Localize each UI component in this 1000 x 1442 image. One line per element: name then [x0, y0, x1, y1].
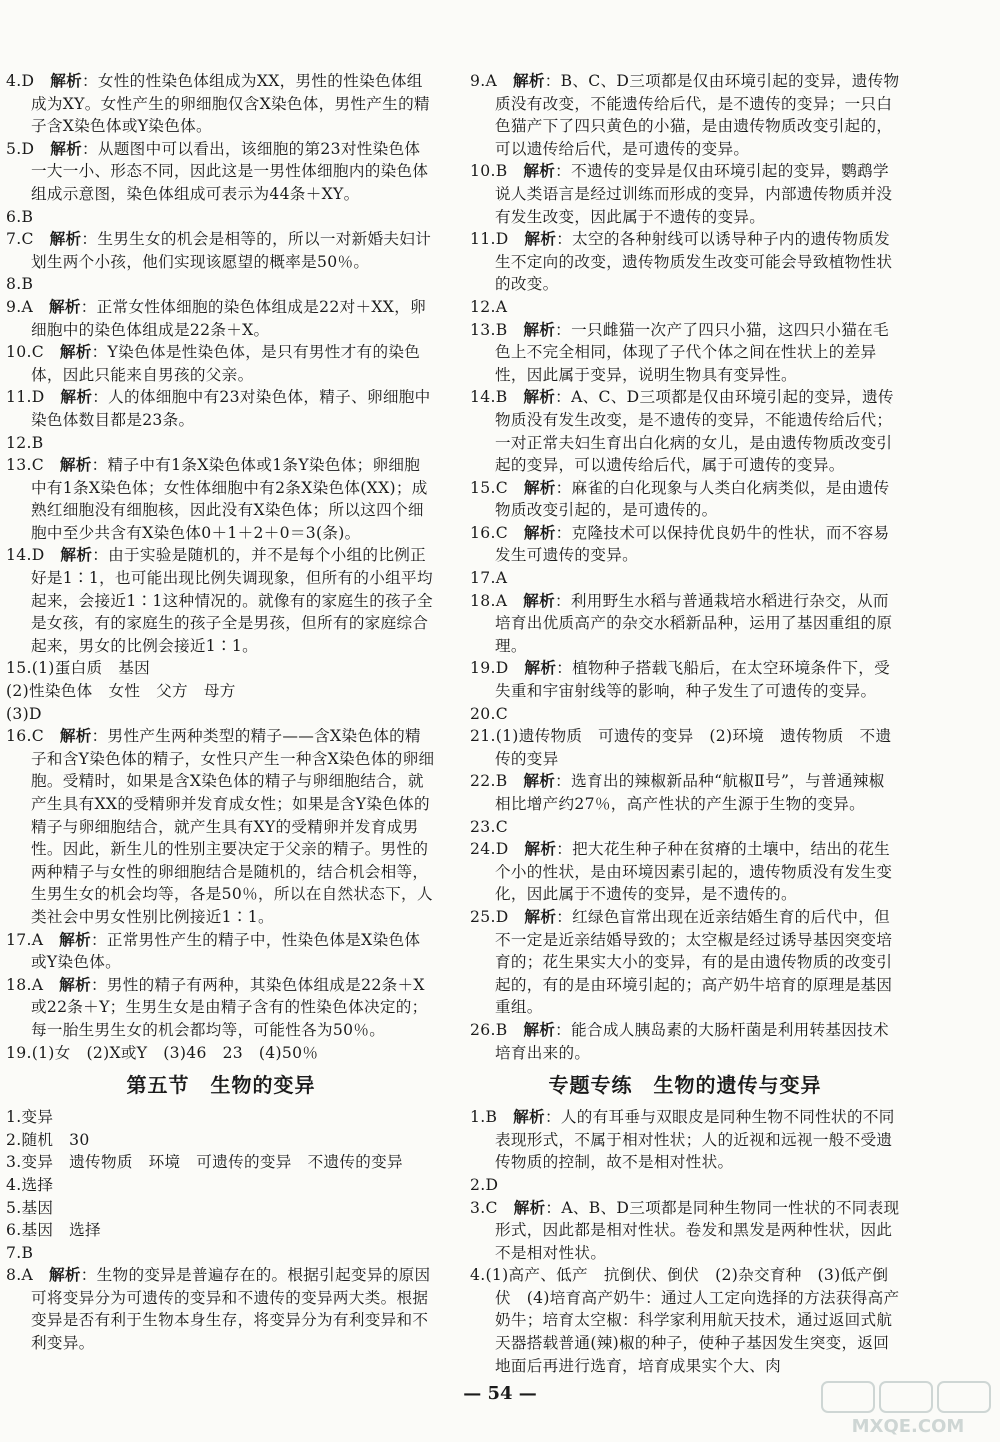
analysis-text: 麻雀的白化现象与人类白化病类似，是由遗传物质改变引起的，是可遗传的。 — [494, 478, 890, 520]
answer-key: 9.A — [470, 72, 498, 90]
answer-key: 16.C — [470, 523, 508, 542]
answer-key: 15.(1)蛋白质 基因 — [6, 659, 151, 678]
answer-entry-r25: 25.D 解析：红绿色盲常出现在近亲结婚生育的后代中，但不一定是近亲结婚导致的；太空椒是经过诱导基因突变培育的；花生果实大小的变异，有的是由遗传物质的改变引起的，有的是由环境引起的；高产奶牛培育的原理是基因重组。 — [470, 907, 893, 1017]
analysis-text: 从题图中可以看出，该细胞的第23对性染色体一大一小、形态不同，因此这是一男性体细胞内的染色体组成示意图，染色体组成可表示为44条＋XY。 — [30, 139, 429, 203]
analysis-label: 解析 — [48, 297, 81, 316]
answer-entry-r19: 19.D 解析：植物种子搭载飞船后，在太空环境条件下，受失重和宇宙射线等的影响，种子发生了可遗传的变异。 — [470, 659, 891, 701]
answer-entry-12 — [6, 432, 436, 455]
answer-key: (3)D — [6, 704, 42, 723]
analysis-text: B、C、D三项都是仅由环境引起的变异，遗传物质没有改变，不能遗传给后代，是不遗传的变异；一只白色猫产下了四只黄色的小猫，是由遗传物质改变引起的，可以遗传给后代，是可遗传的变异。 — [494, 72, 900, 158]
answer-entry-s2 — [6, 1129, 436, 1152]
analysis-text: 太空的各种射线可以诱导种子内的遗传物质发生不定向的改变，遗传物质发生改变可能会导致植物性状的改变。 — [494, 230, 893, 294]
answer-entry-r22: 22.B 解析：选育出的辣椒新品种“航椒Ⅱ号”，与普通辣椒相比增产约27％，高产性状的产生源于生物的变异。 — [470, 772, 885, 813]
answer-entry-8 — [6, 273, 436, 296]
analysis-text: 男性的精子有两种，其染色体组成是22条＋X或22条＋Y；生男生女是由精子含有的性染色体决定的；每一胎生男生女的机会都均等，可能性各为50％。 — [30, 975, 428, 1039]
analysis-text: 女性的性染色体组成为XX，男性的性染色体组成为XY。女性产生的卵细胞仅含X染色体，男性产生的精子含X染色体或Y染色体。 — [30, 72, 430, 136]
answer-entry-r12 — [470, 296, 900, 319]
answer-entry-r16: 16.C 解析：克隆技术可以保持优良奶牛的性状，而不容易发生可遗传的变异。 — [470, 523, 890, 565]
answer-key: 20.C — [470, 704, 508, 723]
analysis-text: 植物种子搭载飞船后，在太空环境条件下，受失重和宇宙射线等的影响，种子发生了可遗传的变异。 — [494, 659, 891, 701]
answer-entry-r17 — [470, 567, 900, 590]
analysis-text: 生男生女的机会是相等的，所以一对新婚夫妇计划生两个小孩，他们实现该愿望的概率是50％。 — [30, 230, 432, 271]
answer-entry-s1 — [6, 1106, 436, 1129]
answer-key: 19.D — [470, 659, 509, 678]
answer-entry-7: 7.C 解析：生男生女的机会是相等的，所以一对新婚夫妇计划生两个小孩，他们实现该愿望的概率是50％。 — [6, 230, 432, 271]
analysis-text: 一只雌猫一次产了四只小猫，这四只小猫在毛色上不完全相同，体现了子代个体之间在性状上的差异性，因此属于变异，说明生物具有变异性。 — [494, 320, 889, 384]
answer-entry-r13: 13.B 解析：一只雌猫一次产了四只小猫，这四只小猫在毛色上不完全相同，体现了子代个体之间在性状上的差异性，因此属于变异，说明生物具有变异性。 — [470, 320, 889, 384]
analysis-label: 解析 — [524, 907, 557, 926]
analysis-label: 解析 — [523, 523, 556, 542]
left-answers-block-1 — [6, 70, 436, 1064]
answer-key: 14.B — [470, 388, 508, 407]
answer-entry-r21 — [470, 725, 900, 770]
answer-key: 11.D — [6, 388, 45, 407]
answer-key: 12.A — [470, 297, 508, 316]
answer-entry-r24: 24.D 解析：把大花生种子种在贫瘠的土壤中，结出的花生个小的性状，是由环境因素引起的，遗传物质没有发生变化，因此属于不遗传的变异，是不遗传的。 — [470, 840, 893, 904]
answer-entry-s6 — [6, 1219, 436, 1242]
answer-key: 1.变异 — [6, 1108, 54, 1127]
answer-entry-r11: 11.D 解析：太空的各种射线可以诱导种子内的遗传物质发生不定向的改变，遗传物质发生改变可能会导致植物性状的改变。 — [470, 230, 893, 294]
analysis-text: 人的有耳垂与双眼皮是同种生物不同性状的不同表现形式，不属于相对性状；人的近视和远视一般不受遗传物质的控制，故不是相对性状。 — [494, 1108, 895, 1172]
analysis-text: 选育出的辣椒新品种“航椒Ⅱ号”，与普通辣椒相比增产约27％，高产性状的产生源于生物的变异。 — [494, 772, 885, 813]
answer-entry-r23 — [470, 816, 900, 839]
analysis-text: Y染色体是性染色体，是只有男性才有的染色体，因此只能来自男孩的父亲。 — [30, 343, 421, 384]
analysis-label: 解析 — [513, 1108, 545, 1127]
answer-key: 2.D — [470, 1175, 499, 1194]
analysis-label: 解析 — [512, 72, 545, 90]
answer-key: 10.C — [6, 343, 44, 362]
answer-entry-17: 17.A 解析：正常男性产生的精子中，性染色体是X染色体或Y染色体。 — [6, 930, 421, 972]
analysis-label: 解析 — [523, 1020, 556, 1039]
answer-entry-s8: 8.A 解析：生物的变异是普遍存在的。根据引起变异的原因可将变异分为可遗传的变异和不遗传的变异两大类。根据变异是否有利于生物本身生存，将变异分为有利变异和不利变异。 — [6, 1266, 431, 1353]
analysis-text: 红绿色盲常出现在近亲结婚生育的后代中，但不一定是近亲结婚导致的；太空椒是经过诱导基因突变培育的；花生果实大小的变异，有的是由遗传物质的改变引起的，有的是由环境引起的；高产奶牛培育的原理是基因重组。 — [494, 907, 893, 1017]
answer-key: 16.C — [6, 727, 44, 746]
answer-key: 13.B — [470, 320, 508, 339]
analysis-label: 解析 — [60, 546, 93, 565]
answer-key: 12.B — [6, 433, 44, 452]
answer-entry-z1: 1.B 解析：人的有耳垂与双眼皮是同种生物不同性状的不同表现形式，不属于相对性状；人的近视和远视一般不受遗传物质的控制，故不是相对性状。 — [470, 1108, 895, 1172]
answer-key: 15.C — [470, 478, 508, 497]
analysis-text: 利用野生水稻与普通栽培水稻进行杂交，从而培育出优质高产的杂交水稻新品种，运用了基因重组的原理。 — [494, 591, 893, 655]
analysis-text: 人的体细胞中有23对染色体，精子、卵细胞中染色体数目都是23条。 — [30, 388, 431, 429]
answer-key: 4.D — [6, 72, 35, 90]
watermark-logo — [820, 1380, 995, 1438]
svg-text:MXQE.COM: MXQE.COM — [851, 1416, 965, 1437]
analysis-text: A、C、D三项都是仅由环境引起的变异，遗传物质没有发生改变，是不遗传的变异，不能遗传给后代；一对正常夫妇生育出白化病的女儿，是由遗传物质改变引起的变异，可以遗传给后代，属于可遗传的变异。 — [494, 388, 894, 475]
answer-key: 7.C — [6, 230, 34, 249]
analysis-label: 解析 — [523, 388, 556, 407]
answer-key: 4.选择 — [6, 1175, 54, 1194]
answer-entry-r18: 18.A 解析：利用野生水稻与普通栽培水稻进行杂交，从而培育出优质高产的杂交水稻新品种，运用了基因重组的原理。 — [470, 591, 893, 655]
answer-key: 1.B — [470, 1108, 498, 1127]
analysis-text: 正常女性体细胞的染色体组成是22对＋XX，卵细胞中的染色体组成是22条＋X。 — [30, 297, 426, 339]
answer-key: 3.C — [470, 1198, 498, 1217]
answer-key: 18.A — [470, 591, 508, 610]
answer-key: 8.B — [6, 275, 34, 294]
analysis-label: 解析 — [524, 230, 557, 249]
answer-entry-15c — [6, 703, 436, 726]
answer-key: 24.D — [470, 840, 509, 859]
answer-entry-14: 14.D 解析：由于实验是随机的，并不是每个小组的比例正好是1∶1，也可能出现比例失调现象，但所有的小组平均起来，会接近1∶1这种情况的。就像有的家庭生的孩子全是女孩，有的家庭生的孩子全是男孩，但所有的家庭综合起来，男女的比例会接近1∶1。 — [6, 546, 433, 655]
analysis-label: 解析 — [60, 388, 93, 407]
answer-key: 26.B — [470, 1020, 508, 1039]
analysis-label: 解析 — [523, 162, 556, 181]
answer-key: 17.A — [470, 569, 508, 588]
analysis-text: 精子中有1条X染色体或1条Y染色体；卵细胞中有1条X染色体；女性体细胞中有2条X染色体(XX)；成熟红细胞没有细胞核，因此没有X染色体；所以这四个细胞中至少共含有X染色体0＋1＋2＋0＝3(条)。 — [30, 456, 428, 542]
answer-entry-r10: 10.B 解析：不遗传的变异是仅由环境引起的变异，鹦鹉学说人类语言是经过训练而形成的变异，内部遗传物质并没有发生改变，因此属于不遗传的变异。 — [470, 162, 893, 226]
answer-entry-s4 — [6, 1174, 436, 1197]
analysis-label: 解析 — [524, 840, 557, 859]
answer-entry-9: 9.A 解析：正常女性体细胞的染色体组成是22对＋XX，卵细胞中的染色体组成是22条＋X。 — [6, 297, 426, 339]
right-answers-block-1 — [470, 70, 900, 1064]
answer-entry-5: 5.D 解析：从题图中可以看出，该细胞的第23对性染色体一大一小、形态不同，因此这是一男性体细胞内的染色体组成示意图，染色体组成可表示为44条＋XY。 — [6, 139, 429, 203]
analysis-label: 解析 — [59, 930, 91, 949]
answer-key: 4.(1)高产、低产 抗倒伏、倒伏 (2)杂交育种 (3)低产倒伏 (4)培育高产奶牛：通过人工定向选择的方法获得高产奶牛；培育太空椒：科学家利用航天技术，通过返回式航天器搭载普通(辣)椒的种子，使种子基因发生突变，返回地面后再进行选育，培育成果实个大、肉 — [470, 1266, 900, 1375]
analysis-text: A、B、D三项都是同种生物同一性状的不同表现形式，因此都是相对性状。卷发和黑发是两种性状，因此不是相对性状。 — [494, 1198, 900, 1262]
answer-key: 6.基因 选择 — [6, 1221, 101, 1240]
answer-entry-19 — [6, 1042, 436, 1065]
analysis-label: 解析 — [523, 478, 556, 497]
answer-key: 5.D — [6, 139, 35, 158]
analysis-label: 解析 — [523, 320, 556, 339]
answer-key: 19.(1)女 (2)X或Y (3)46 23 (4)50％ — [6, 1043, 319, 1062]
answer-entry-4: 4.D 解析：女性的性染色体组成为XX，男性的性染色体组成为XY。女性产生的卵细胞仅含X染色体，男性产生的精子含X染色体或Y染色体。 — [6, 72, 430, 136]
analysis-label: 解析 — [523, 772, 556, 791]
right-answers-block-2 — [470, 1106, 900, 1377]
answer-key: 18.A — [6, 975, 44, 994]
answer-key: 3.变异 遗传物质 环境 可遗传的变异 不遗传的变异 — [6, 1153, 403, 1172]
answer-key: 11.D — [470, 230, 509, 249]
analysis-text: 能合成人胰岛素的大肠杆菌是利用转基因技术培育出来的。 — [494, 1020, 889, 1062]
answer-entry-13: 13.C 解析：精子中有1条X染色体或1条Y染色体；卵细胞中有1条X染色体；女性体细胞中有2条X染色体(XX)；成熟红细胞没有细胞核，因此没有X染色体；所以这四个细胞中至少共含有X染色体0＋1＋2＋0＝3(条)。 — [6, 456, 428, 542]
answer-entry-11: 11.D 解析：人的体细胞中有23对染色体，精子、卵细胞中染色体数目都是23条。 — [6, 388, 431, 429]
answer-entry-r20 — [470, 703, 900, 726]
answer-entry-z3: 3.C 解析：A、B、D三项都是同种生物同一性状的不同表现形式，因此都是相对性状。卷发和黑发是两种性状，因此不是相对性状。 — [470, 1198, 900, 1262]
analysis-text: 由于实验是随机的，并不是每个小组的比例正好是1∶1，也可能出现比例失调现象，但所有的小组平均起来，会接近1∶1这种情况的。就像有的家庭生的孩子全是女孩，有的家庭生的孩子全是男孩，但所有的家庭综合起来，男女的比例会接近1∶1。 — [30, 546, 433, 655]
analysis-label: 解析 — [59, 975, 91, 994]
answer-entry-r9: 9.A 解析：B、C、D三项都是仅由环境引起的变异，遗传物质没有改变，不能遗传给后代，是不遗传的变异；一只白色猫产下了四只黄色的小猫，是由遗传物质改变引起的，可以遗传给后代，是可遗传的变异。 — [470, 72, 900, 158]
analysis-text: 生物的变异是普遍存在的。根据引起变异的原因可将变异分为可遗传的变异和不遗传的变异两大类。根据变异是否有利于生物本身生存，将变异分为有利变异和不利变异。 — [30, 1266, 431, 1353]
section-title-variation: 第五节 生物的变异 — [126, 1073, 316, 1098]
right-column — [470, 70, 900, 1377]
answer-key: 2.随机 30 — [6, 1130, 90, 1149]
answer-entry-r14: 14.B 解析：A、C、D三项都是仅由环境引起的变异，遗传物质没有发生改变，是不遗传的变异，不能遗传给后代；一对正常夫妇生育出白化病的女儿，是由遗传物质改变引起的变异，可以遗传给后代，属于可遗传的变异。 — [470, 388, 894, 475]
answer-key: 17.A — [6, 930, 44, 949]
analysis-label: 解析 — [49, 230, 82, 249]
answer-entry-r26: 26.B 解析：能合成人胰岛素的大肠杆菌是利用转基因技术培育出来的。 — [470, 1020, 889, 1062]
analysis-label: 解析 — [524, 659, 557, 678]
analysis-label: 解析 — [48, 1266, 81, 1285]
analysis-label: 解析 — [513, 1198, 546, 1217]
answer-entry-r15: 15.C 解析：麻雀的白化现象与人类白化病类似，是由遗传物质改变引起的，是可遗传的。 — [470, 478, 890, 520]
analysis-text: 正常男性产生的精子中，性染色体是X染色体或Y染色体。 — [30, 930, 421, 972]
answer-key: (2)性染色体 女性 父方 母方 — [6, 682, 236, 701]
left-answers-block-2 — [6, 1106, 436, 1355]
answer-key: 25.D — [470, 907, 509, 926]
answer-entry-18: 18.A 解析：男性的精子有两种，其染色体组成是22条＋X或22条＋Y；生男生女是由精子含有的性染色体决定的；每一胎生男生女的机会都均等，可能性各为50％。 — [6, 975, 428, 1039]
section-title-special-practice: 专题专练 生物的遗传与变异 — [548, 1073, 822, 1098]
analysis-text: 把大花生种子种在贫瘠的土壤中，结出的花生个小的性状，是由环境因素引起的，遗传物质没有发生变化，因此属于不遗传的变异，是不遗传的。 — [494, 840, 893, 904]
analysis-label: 解析 — [59, 343, 92, 362]
answer-key: 21.(1)遗传物质 可遗传的变异 (2)环境 遗传物质 不遗传的变异 — [470, 727, 892, 768]
answer-entry-10: 10.C 解析：Y染色体是性染色体，是只有男性才有的染色体，因此只能来自男孩的父亲。 — [6, 343, 421, 384]
answer-key: 6.B — [6, 207, 34, 226]
answer-entry-z4 — [470, 1264, 900, 1377]
answer-entry-s3 — [6, 1151, 436, 1174]
answer-key: 5.基因 — [6, 1198, 54, 1217]
page-number: — 54 — — [463, 1383, 537, 1404]
analysis-label: 解析 — [523, 591, 555, 610]
analysis-label: 解析 — [59, 456, 92, 475]
analysis-label: 解析 — [50, 72, 82, 90]
answer-entry-s5 — [6, 1197, 436, 1220]
answer-key: 13.C — [6, 456, 44, 475]
answer-entry-6 — [6, 206, 436, 229]
analysis-label: 解析 — [50, 139, 82, 158]
answer-key: 23.C — [470, 817, 508, 836]
left-column — [6, 70, 436, 1355]
analysis-label: 解析 — [59, 727, 92, 746]
answer-entry-15b — [6, 680, 436, 703]
answer-key: 7.B — [6, 1243, 34, 1262]
answer-key: 14.D — [6, 546, 45, 565]
answer-key: 9.A — [6, 297, 34, 316]
analysis-text: 克隆技术可以保持优良奶牛的性状，而不容易发生可遗传的变异。 — [494, 523, 890, 565]
answer-key: 22.B — [470, 772, 508, 791]
analysis-text: 不遗传的变异是仅由环境引起的变异，鹦鹉学说人类语言是经过训练而形成的变异，内部遗传物质并没有发生改变，因此属于不遗传的变异。 — [494, 162, 893, 226]
answer-key: 8.A — [6, 1266, 34, 1285]
answer-entry-16: 16.C 解析：男性产生两种类型的精子——含X染色体的精子和含Y染色体的精子，女性只产生一种含X染色体的卵细胞。受精时，如果是含X染色体的精子与卵细胞结合，就产生具有XX的受精卵并发育成女性；如果是含Y染色体的精子与卵细胞结合，就产生具有XY的受精卵并发育成男性。因此，新生儿的性别主要决定于父亲的精子。男性的两种精子与女性的卵细胞结合是随机的，结合机会相等，生男生女的机会均等，各是50％，所以在自然状态下，人类社会中男女性别比例接近1∶1。 — [6, 727, 435, 926]
answer-entry-z2 — [470, 1174, 900, 1197]
answer-entry-15 — [6, 657, 436, 680]
answer-key: 10.B — [470, 162, 508, 181]
analysis-text: 男性产生两种类型的精子——含X染色体的精子和含Y染色体的精子，女性只产生一种含X染色体的卵细胞。受精时，如果是含X染色体的精子与卵细胞结合，就产生具有XX的受精卵并发育成女性；如果是含Y染色体的精子与卵细胞结合，就产生具有XY的受精卵并发育成男性。因此，新生儿的性别主要决定于父亲的精子。男性的两种精子与女性的卵细胞结合是随机的，结合机会相等，生男生女的机会均等，各是50％，所以在自然状态下，人类社会中男女性别比例接近1∶1。 — [30, 727, 435, 926]
answer-entry-s7 — [6, 1242, 436, 1265]
